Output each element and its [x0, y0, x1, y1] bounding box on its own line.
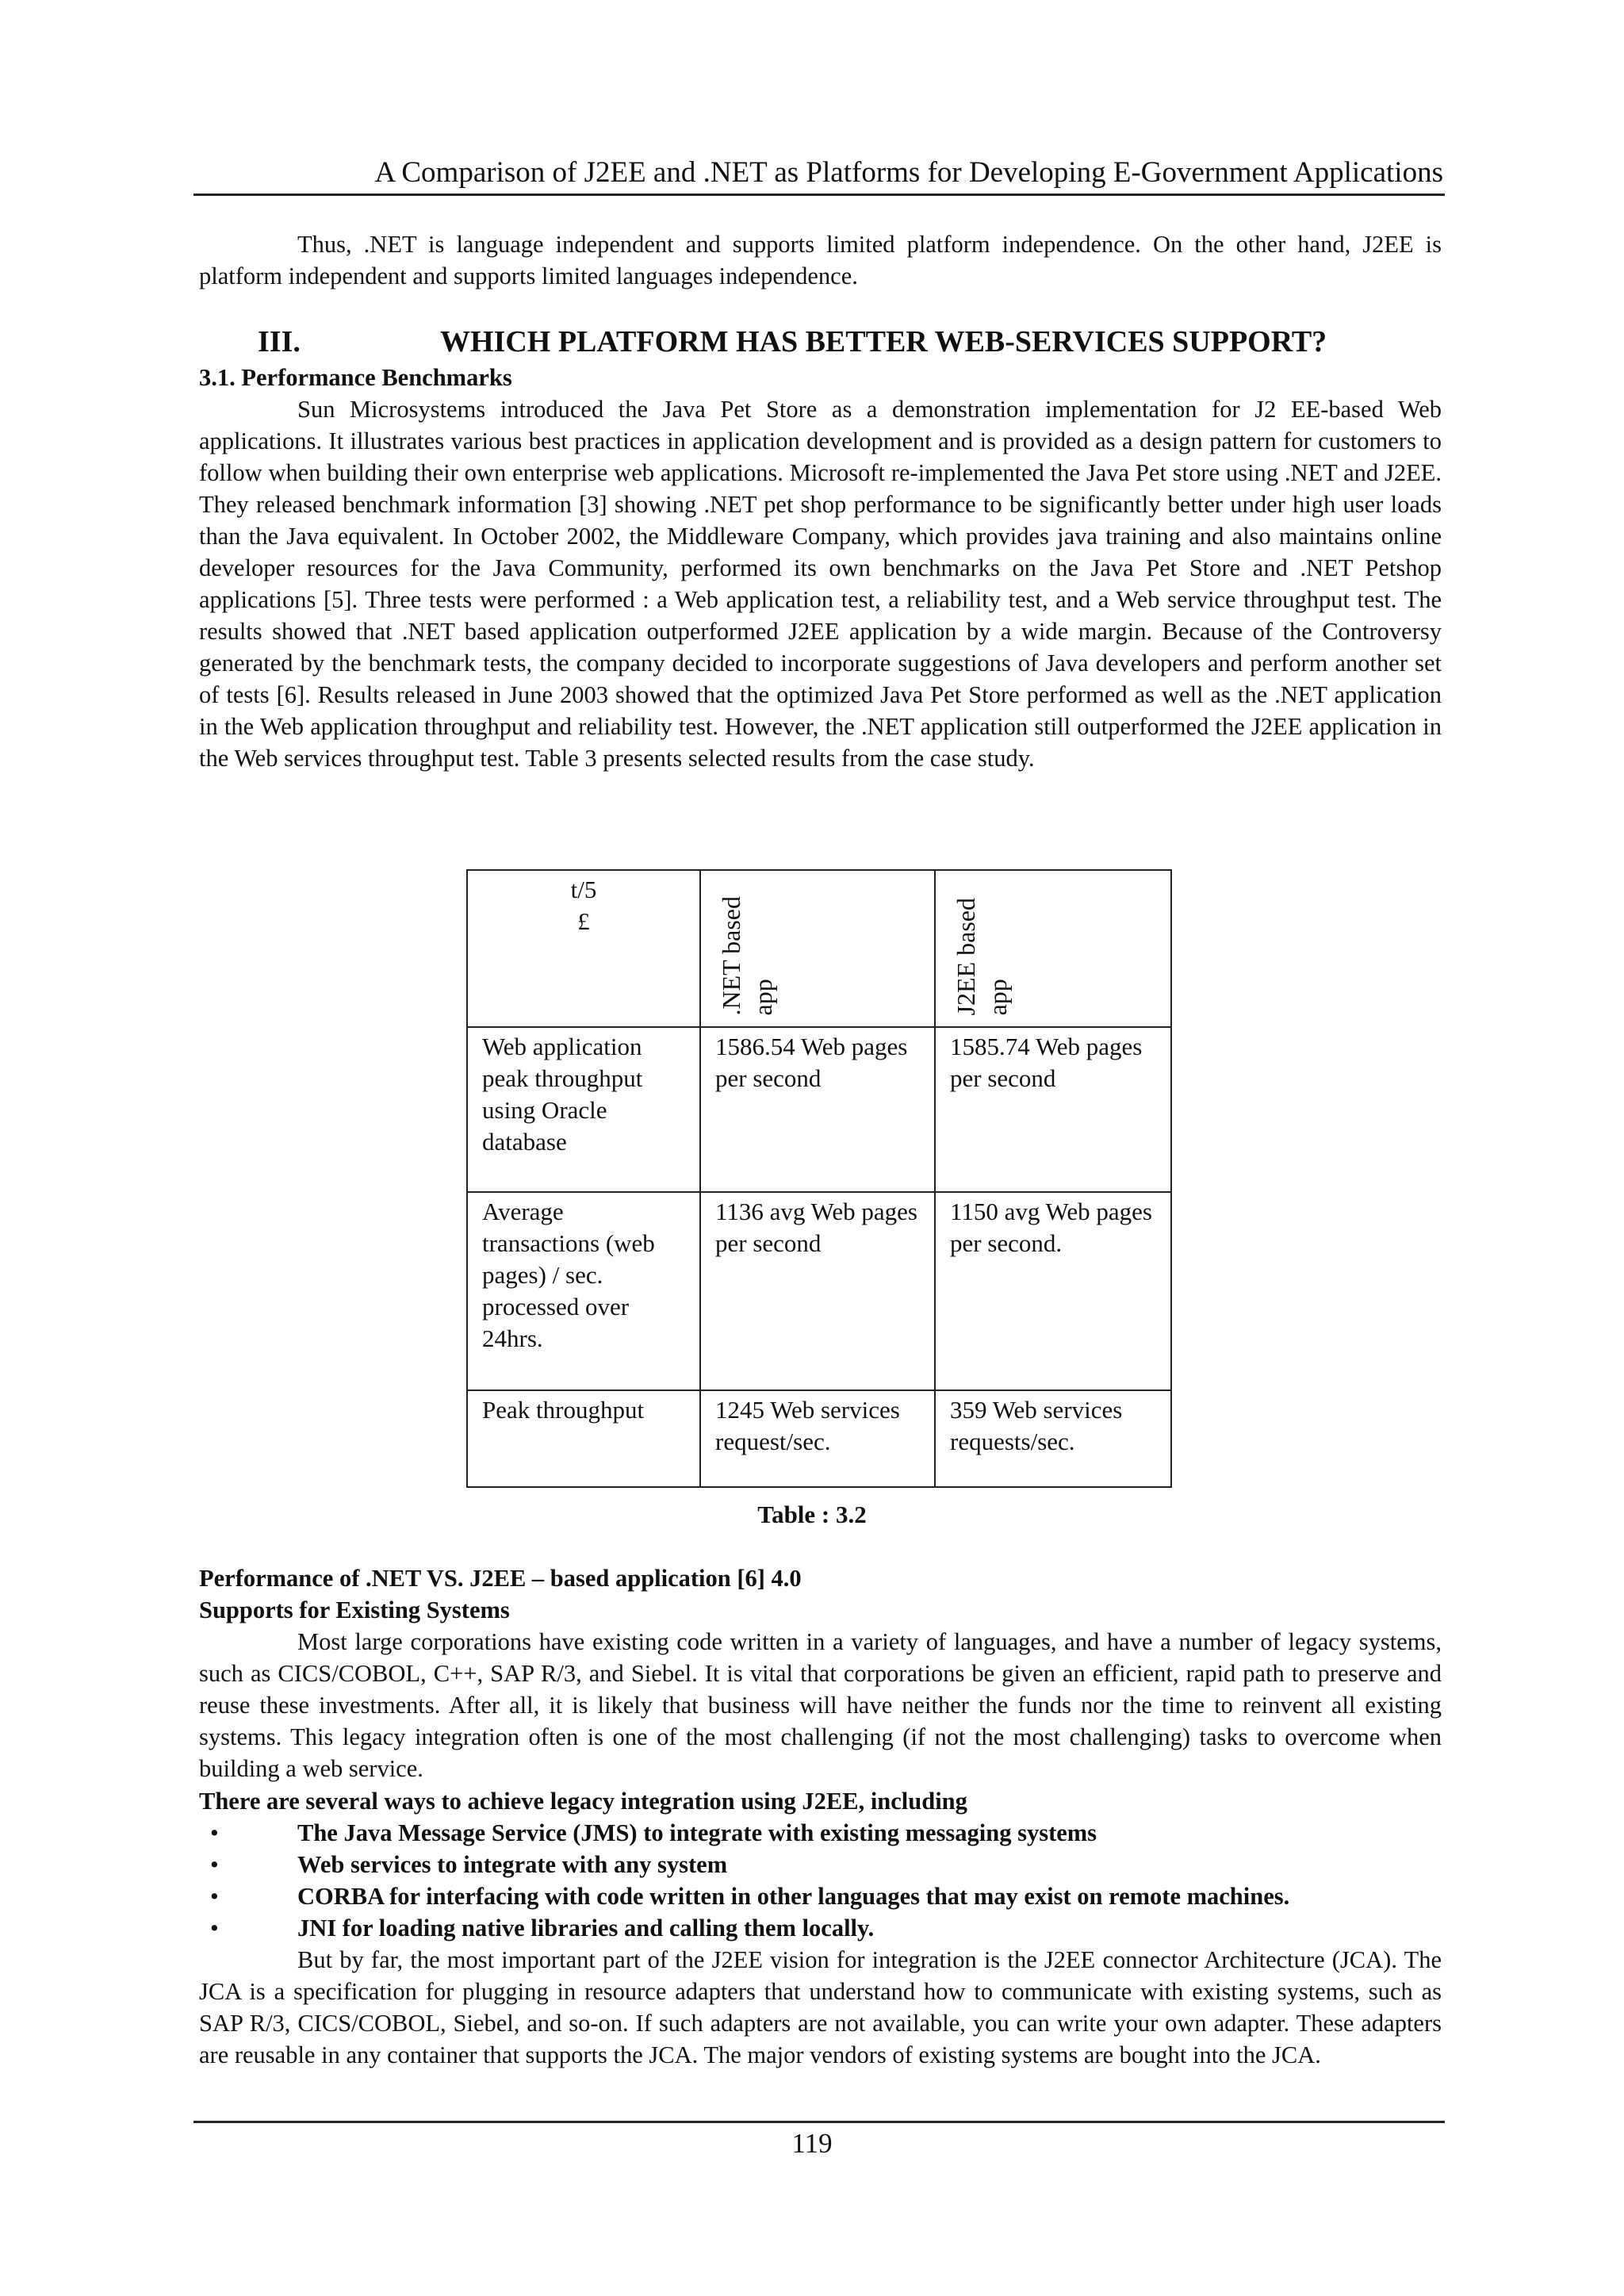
list-item: [199, 1817, 1442, 1849]
stub-header-line: £: [577, 907, 590, 935]
section-title: WHICH PLATFORM HAS BETTER WEB-SERVICES SUPPORT?: [440, 325, 1327, 358]
performance-heading: Performance of .NET VS. J2EE – based application [6] 4.0: [199, 1565, 802, 1592]
row-metric: Peak throughput: [467, 1390, 700, 1487]
bullet-icon: •: [210, 1819, 219, 1846]
row-j2ee-value: 359 Web services requests/sec.: [935, 1390, 1171, 1487]
bullet-icon: •: [210, 1883, 219, 1910]
table-caption: Table : 3.2: [757, 1501, 867, 1528]
section-number: III.: [258, 325, 301, 358]
row-net-value: 1586.54 Web pages per second: [700, 1027, 935, 1192]
bullet-icon: •: [210, 1851, 219, 1878]
footer-rule: [193, 2121, 1445, 2123]
list-item-text: The Java Message Service (JMS) to integrate with existing messaging systems: [297, 1819, 1097, 1846]
table-stub-header: [467, 870, 700, 1027]
j2ee-header-line: app: [983, 978, 1012, 1015]
row-net-value: 1245 Web services request/sec.: [700, 1390, 935, 1487]
list-item-text: JNI for loading native libraries and calling them locally.: [297, 1915, 875, 1941]
stub-header-line: t/5: [570, 876, 597, 903]
section-heading: [258, 322, 1447, 362]
legacy-list-intro: There are several ways to achieve legacy integration using J2EE, including: [199, 1788, 967, 1815]
intro-paragraph: Thus, .NET is language independent and supports limited platform independence. On the other hand, J2EE is platform independent and supports limited languages independence.: [199, 231, 1442, 289]
existing-systems-paragraph: Most large corporations have existing code written in a variety of languages, and have a number of legacy systems, such as CICS/COBOL, C++, SAP R/3, and Siebel. It is vital that corporations be given an efficient, rapid path to preserve and reuse these investments. After all, it is likely that business will have neither the funds nor the time to reinvent all existing systems. This legacy integration often is one of the most challenging (if not the most challenging) tasks to overcome when building a web service.: [199, 1628, 1442, 1782]
table-row: [467, 1390, 1171, 1487]
header-rule: [193, 194, 1445, 196]
bullet-icon: •: [210, 1915, 219, 1941]
row-j2ee-value: 1150 avg Web pages per second.: [935, 1192, 1171, 1390]
table-row: [467, 1027, 1171, 1192]
existing-systems-heading: Supports for Existing Systems: [199, 1596, 510, 1623]
page-number: 119: [791, 2128, 833, 2159]
j2ee-header-line: J2EE based: [952, 897, 980, 1015]
row-j2ee-value: 1585.74 Web pages per second: [935, 1027, 1171, 1192]
net-header-line: .NET based: [717, 895, 745, 1015]
performance-table: [466, 869, 1172, 1488]
running-title: A Comparison of J2EE and .NET as Platforms for Developing E-Government Applications: [374, 156, 1443, 189]
list-item: [199, 1880, 1442, 1912]
list-item-text: CORBA for interfacing with code written in other languages that may exist on remote machines.: [297, 1883, 1290, 1910]
list-item: [199, 1912, 1442, 1944]
column-header-j2ee: [935, 870, 1171, 1027]
table-header-row: [467, 870, 1171, 1027]
list-item: [199, 1849, 1442, 1880]
list-item-text: Web services to integrate with any system: [297, 1851, 728, 1878]
row-metric: Web application peak throughput using Oracle database: [467, 1027, 700, 1192]
row-net-value: 1136 avg Web pages per second: [700, 1192, 935, 1390]
benchmarks-paragraph: Sun Microsystems introduced the Java Pet Store as a demonstration implementation for J2 EE-based Web applications. It illustrates various best practices in application development and is provided as a design pattern for customers to follow when building their own enterprise web applications. Microsoft re-implemented the Java Pet store using .NET and J2EE. They released benchmark information [3] showing .NET pet shop performance to be significantly better under high user loads than the Java equivalent. In October 2002, the Middleware Company, which provides java training and also maintains online developer resources for the Java Community, performed its own benchmarks on the Java Pet Store and .NET Petshop applications [5]. Three tests were performed : a Web application test, a reliability test, and a Web service throughput test. The results showed that .NET based application outperformed J2EE application by a wide margin. Because of the Controversy generated by the benchmark tests, the company decided to incorporate suggestions of Java developers and perform another set of tests [6]. Results released in June 2003 showed that the optimized Java Pet Store performed as well as the .NET application in the Web application throughput and reliability test. However, the .NET application still outperformed the J2EE application in the Web services throughput test. Table 3 presents selected results from the case study.: [199, 396, 1442, 772]
net-header-line: app: [749, 978, 777, 1015]
row-metric: Average transactions (web pages) / sec. processed over 24hrs.: [467, 1192, 700, 1390]
column-header-net: [700, 870, 935, 1027]
legacy-integration-list: [199, 1817, 1442, 1944]
closing-paragraph: But by far, the most important part of the J2EE vision for integration is the J2EE connector Architecture (JCA). The JCA is a specification for plugging in resource adapters that understand how to communicate with existing systems, such as SAP R/3, CICS/COBOL, Siebel, and so-on. If such adapters are not available, you can write your own adapter. These adapters are reusable in any container that supports the JCA. The major vendors of existing systems are bought into the JCA.: [199, 1946, 1442, 2068]
subsection-heading: 3.1. Performance Benchmarks: [199, 364, 512, 391]
table-row: [467, 1192, 1171, 1390]
